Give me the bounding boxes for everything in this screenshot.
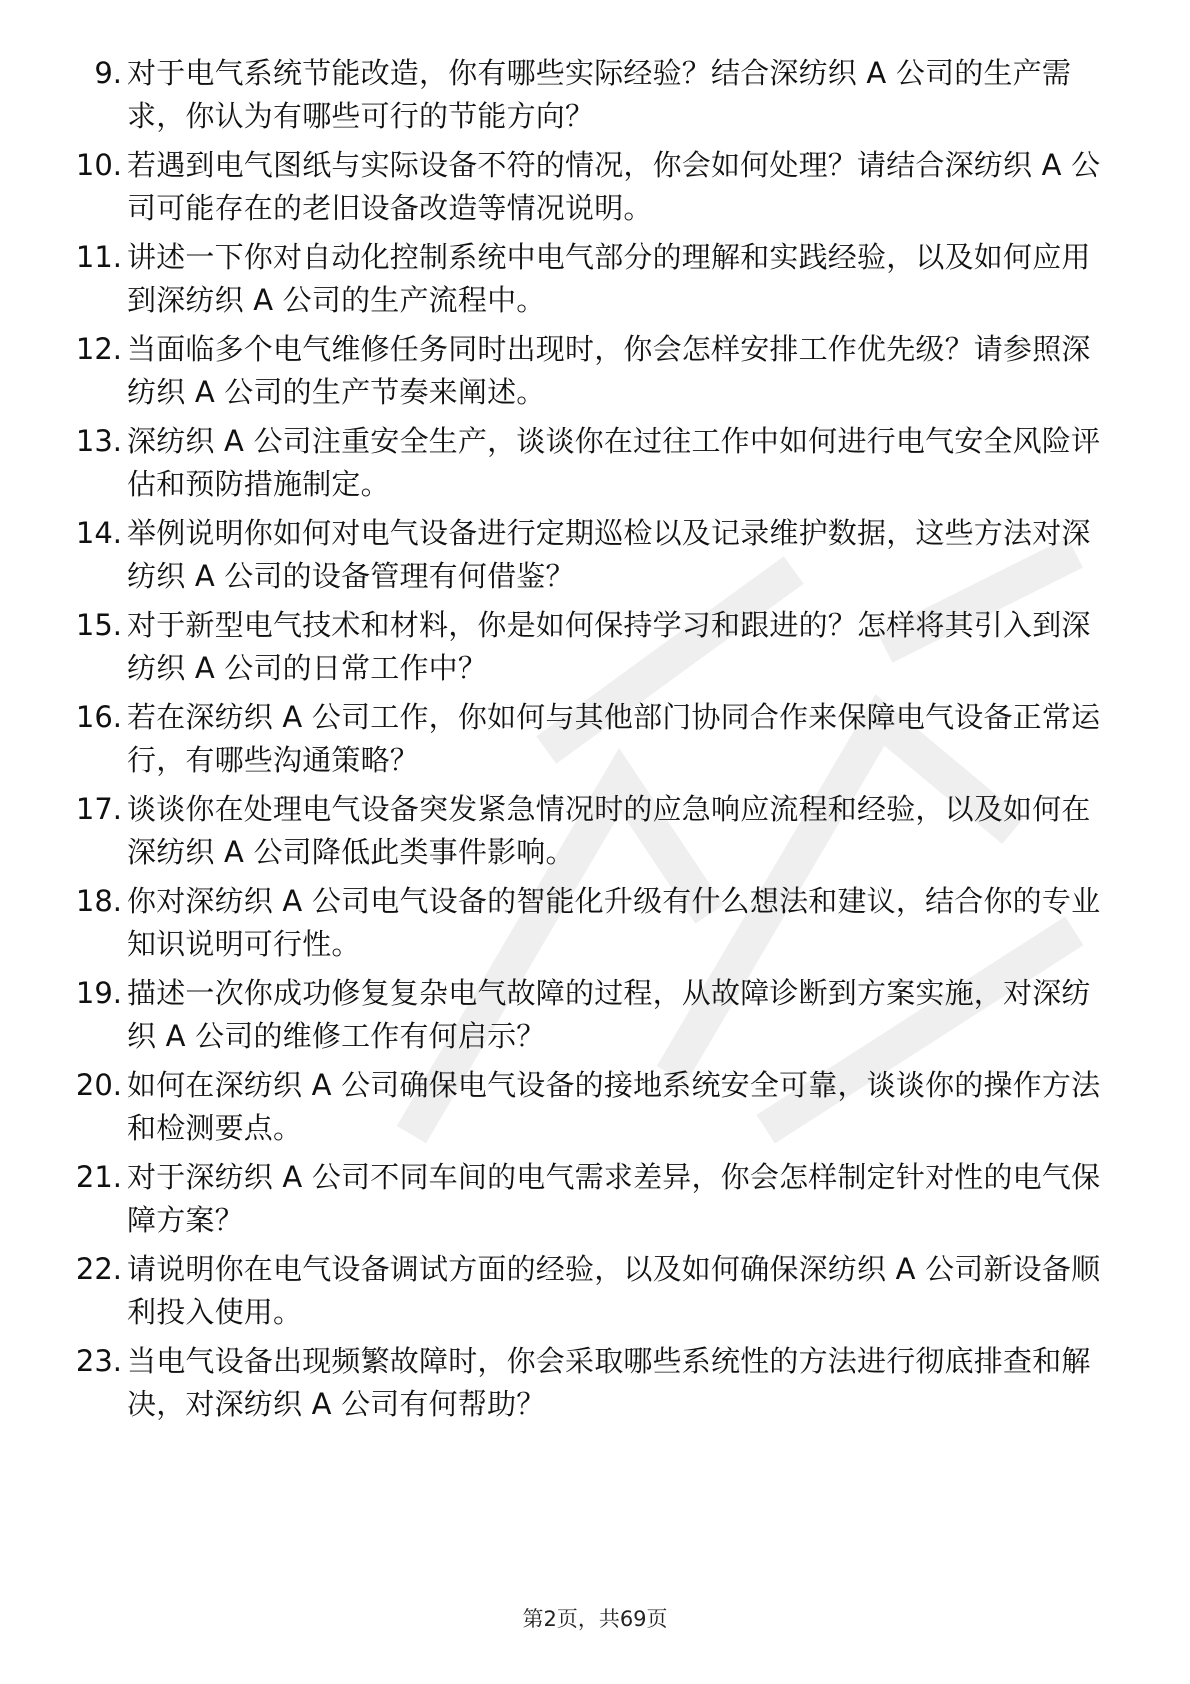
question-number: 21.: [75, 1160, 122, 1194]
question-item: [0, 236, 1190, 322]
question-text: 对于深纺织 A 公司不同车间的电气需求差异，你会怎样制定针对性的电气保障方案？: [127, 1160, 1101, 1237]
question-item: [0, 420, 1190, 506]
question-text: 谈谈你在处理电气设备突发紧急情况时的应急响应流程和经验，以及如何在深纺织 A 公司降低此类事件影响。: [127, 792, 1091, 869]
question-number: 12.: [75, 332, 122, 366]
question-text: 若遇到电气图纸与实际设备不符的情况，你会如何处理？请结合深纺织 A 公司可能存在的老旧设备改造等情况说明。: [127, 148, 1101, 225]
question-number: 9.: [94, 56, 122, 90]
question-text: 举例说明你如何对电气设备进行定期巡检以及记录维护数据，这些方法对深纺织 A 公司的设备管理有何借鉴？: [127, 516, 1091, 593]
question-text: 描述一次你成功修复复杂电气故障的过程，从故障诊断到方案实施，对深纺织 A 公司的维修工作有何启示？: [127, 976, 1091, 1053]
question-number: 23.: [75, 1344, 122, 1378]
question-number: 19.: [75, 976, 122, 1010]
question-item: [0, 1248, 1190, 1334]
question-text: 当电气设备出现频繁故障时，你会采取哪些系统性的方法进行彻底排查和解决，对深纺织 A 公司有何帮助？: [127, 1344, 1091, 1421]
question-number: 17.: [75, 792, 122, 826]
question-item: [0, 696, 1190, 782]
page-footer: [0, 1604, 1190, 1634]
question-text: 对于新型电气技术和材料，你是如何保持学习和跟进的？怎样将其引入到深纺织 A 公司的日常工作中？: [127, 608, 1091, 685]
page-number-label: 第2页，共69页: [522, 1607, 668, 1631]
question-item: [0, 788, 1190, 874]
question-number: 13.: [75, 424, 122, 458]
question-text: 对于电气系统节能改造，你有哪些实际经验？结合深纺织 A 公司的生产需求，你认为有哪些可行的节能方向？: [127, 56, 1072, 133]
question-text: 讲述一下你对自动化控制系统中电气部分的理解和实践经验，以及如何应用到深纺织 A 公司的生产流程中。: [127, 240, 1091, 317]
question-text: 如何在深纺织 A 公司确保电气设备的接地系统安全可靠，谈谈你的操作方法和检测要点。: [127, 1068, 1101, 1145]
question-item: [0, 604, 1190, 690]
question-item: [0, 1340, 1190, 1426]
question-text: 你对深纺织 A 公司电气设备的智能化升级有什么想法和建议，结合你的专业知识说明可行性。: [127, 884, 1101, 961]
question-number: 15.: [75, 608, 122, 642]
question-text: 当面临多个电气维修任务同时出现时，你会怎样安排工作优先级？请参照深纺织 A 公司的生产节奏来阐述。: [127, 332, 1091, 409]
question-number: 11.: [75, 240, 122, 274]
question-item: [0, 972, 1190, 1058]
question-item: [0, 512, 1190, 598]
question-number: 20.: [75, 1068, 122, 1102]
question-item: [0, 1156, 1190, 1242]
question-number: 22.: [75, 1252, 122, 1286]
question-list: [0, 52, 1190, 1432]
question-item: [0, 52, 1190, 138]
question-number: 16.: [75, 700, 122, 734]
question-item: [0, 328, 1190, 414]
question-number: 10.: [75, 148, 122, 182]
question-text: 请说明你在电气设备调试方面的经验，以及如何确保深纺织 A 公司新设备顺利投入使用。: [127, 1252, 1101, 1329]
question-item: [0, 144, 1190, 230]
question-item: [0, 1064, 1190, 1150]
question-text: 若在深纺织 A 公司工作，你如何与其他部门协同合作来保障电气设备正常运行，有哪些沟通策略？: [127, 700, 1101, 777]
question-number: 18.: [75, 884, 122, 918]
question-text: 深纺织 A 公司注重安全生产，谈谈你在过往工作中如何进行电气安全风险评估和预防措施制定。: [127, 424, 1101, 501]
question-item: [0, 880, 1190, 966]
question-number: 14.: [75, 516, 122, 550]
